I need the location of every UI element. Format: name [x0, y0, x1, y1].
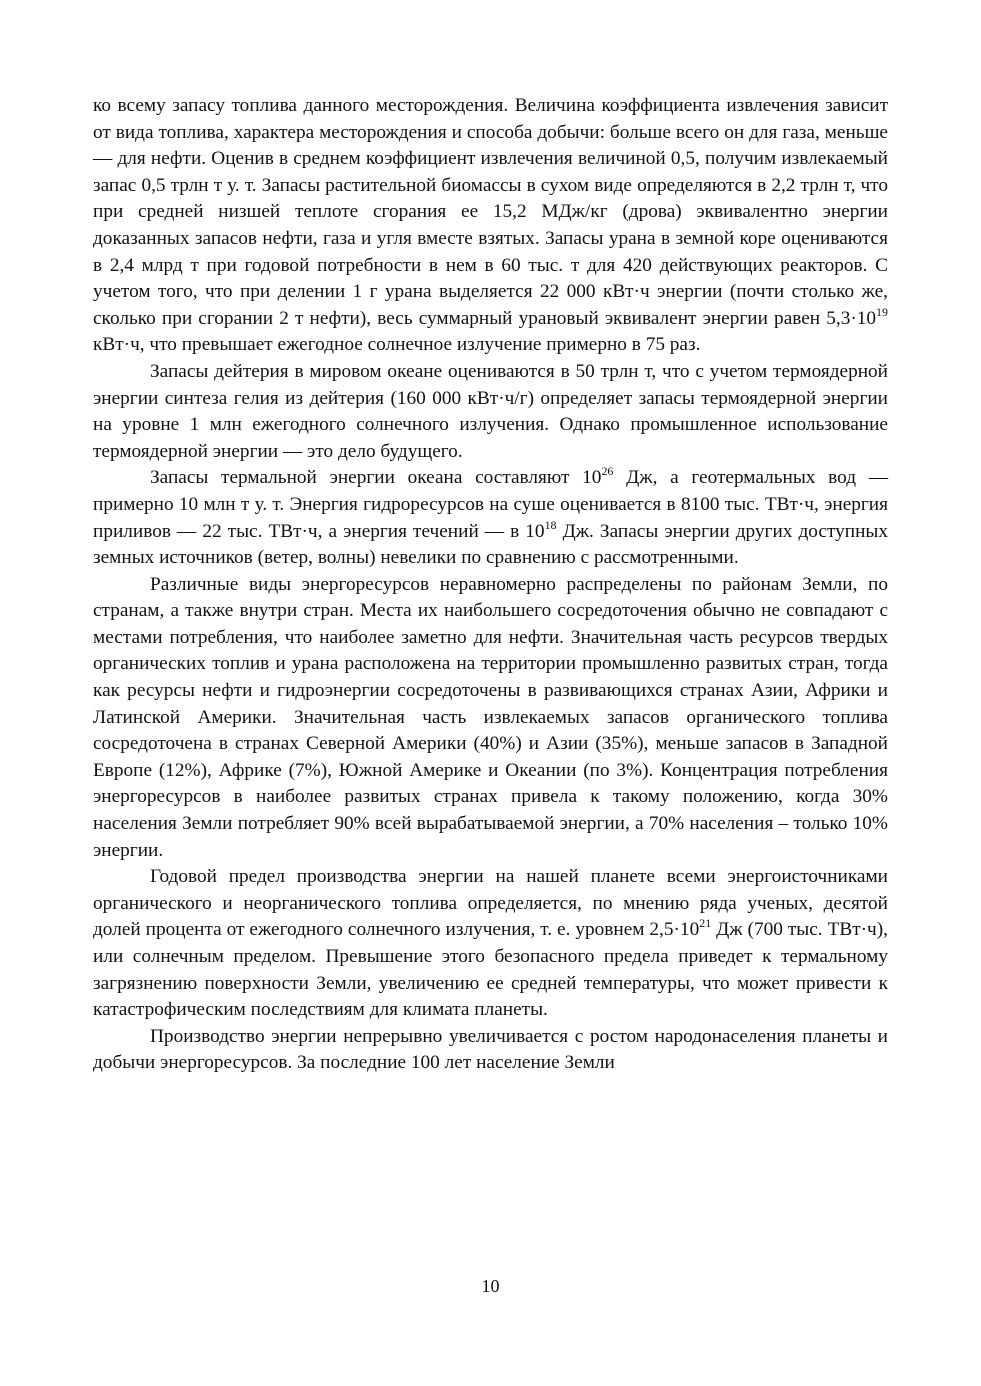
- paragraph-6-text: Производство энергии непрерывно увеличивается с ростом народонаселения планеты и добычи энергоресурсов. За последние 100 лет население Земли: [93, 1025, 888, 1074]
- paragraph-1-exponent: 19: [876, 304, 888, 319]
- paragraph-1: [93, 93, 888, 359]
- paragraph-3: [93, 465, 888, 571]
- paragraph-1-text-a: ко всему запасу топлива данного месторождения. Величина коэффициента извлечения зависит от вида топлива, характера месторождения и способа добычи: больше всего он для газа, меньше — для нефти. Оценив в среднем коэффициент извлечения величиной 0,5, получим извлекаемый запас 0,5 трлн т у. т. Запасы растительной биомассы в сухом виде определяются в 2,2 трлн т, что при средней низшей теплоте сгорания ее 15,2 МДж/кг (дрова) эквивалентно энергии доказанных запасов нефти, газа и угля вместе взятых. Запасы урана в земной коре оцениваются в 2,4 млрд т при годовой потребности в нем в 60 тыс. т для 420 действующих реакторов. С учетом того, что при делении 1 г урана выделяется 22 000 кВт·ч энергии (почти столько же, сколько при сгорании 2 т нефти), весь суммарный урановый эквивалент энергии равен 5,3·10: [93, 95, 888, 329]
- paragraph-6: [93, 1024, 888, 1077]
- paragraph-3-text-b: Дж, а геотермальных вод — примерно 10 млн т у. т. Энергия гидроресурсов на суше оценивается в 8100 тыс. ТВт·ч, энергия приливов — 22 тыс. ТВт·ч, а энергия течений — в 10: [93, 467, 888, 542]
- paragraph-2-text: Запасы дейтерия в мировом океане оцениваются в 50 трлн т, что с учетом термоядерной энергии синтеза гелия из дейтерия (160 000 кВт·ч/г) определяет запасы термоядерной энергии на уровне 1 млн ежегодного солнечного излучения. Однако промышленное использование термоядерной энергии — это дело будущего.: [93, 360, 888, 462]
- paragraph-4: [93, 572, 888, 865]
- page-body: [93, 93, 888, 1077]
- paragraph-3-text-c: Дж. Запасы энергии других доступных земных источников (ветер, волны) невелики по сравнению с рассмотренными.: [93, 520, 888, 569]
- paragraph-5-text-a: Годовой предел производства энергии на нашей планете всеми энергоисточниками органического и неорганического топлива определяется, по мнению ряда ученых, десятой долей процента от ежегодного солнечного излучения, т. е. уровнем 2,5·10: [93, 866, 888, 941]
- paragraph-1-text-b: кВт·ч, что превышает ежегодное солнечное излучение примерно в 75 раз.: [93, 334, 701, 356]
- paragraph-4-text: Различные виды энергоресурсов неравномерно распределены по районам Земли, по странам, а также внутри стран. Места их наибольшего сосредоточения обычно не совпадают с местами потребления, что наиболее заметно для нефти. Значительная часть ресурсов твердых органических топлив и урана расположена на территории промышленно развитых стран, тогда как ресурсы нефти и гидроэнергии сосредоточены в развивающихся странах Азии, Африки и Латинской Америки. Значительная часть извлекаемых запасов органического топлива сосредоточена в странах Северной Америки (40%) и Азии (35%), меньше запасов в Западной Европе (12%), Африке (7%), Южной Америке и Океании (по 3%). Концентрация потребления энергоресурсов в наиболее развитых странах привела к такому положению, когда 30% населения Земли потребляет 90% всей вырабатываемой энергии, а 70% населения – только 10% энергии.: [93, 573, 888, 861]
- paragraph-5-exponent: 21: [699, 916, 712, 931]
- paragraph-3-exponent-2: 18: [544, 517, 557, 532]
- paragraph-5-text-b: Дж (700 тыс. ТВт·ч), или солнечным пределом. Превышение этого безопасного предела приведет к термальному загрязнению поверхности Земли, увеличению ее средней температуры, что может привести к катастрофическим последствиям для климата планеты.: [93, 919, 888, 1021]
- page-number: 10: [481, 1276, 500, 1296]
- paragraph-3-exponent-1: 26: [601, 464, 614, 479]
- paragraph-2: [93, 359, 888, 465]
- paragraph-3-text-a: Запасы термальной энергии океана составляют 10: [150, 467, 602, 489]
- paragraph-5: [93, 864, 888, 1024]
